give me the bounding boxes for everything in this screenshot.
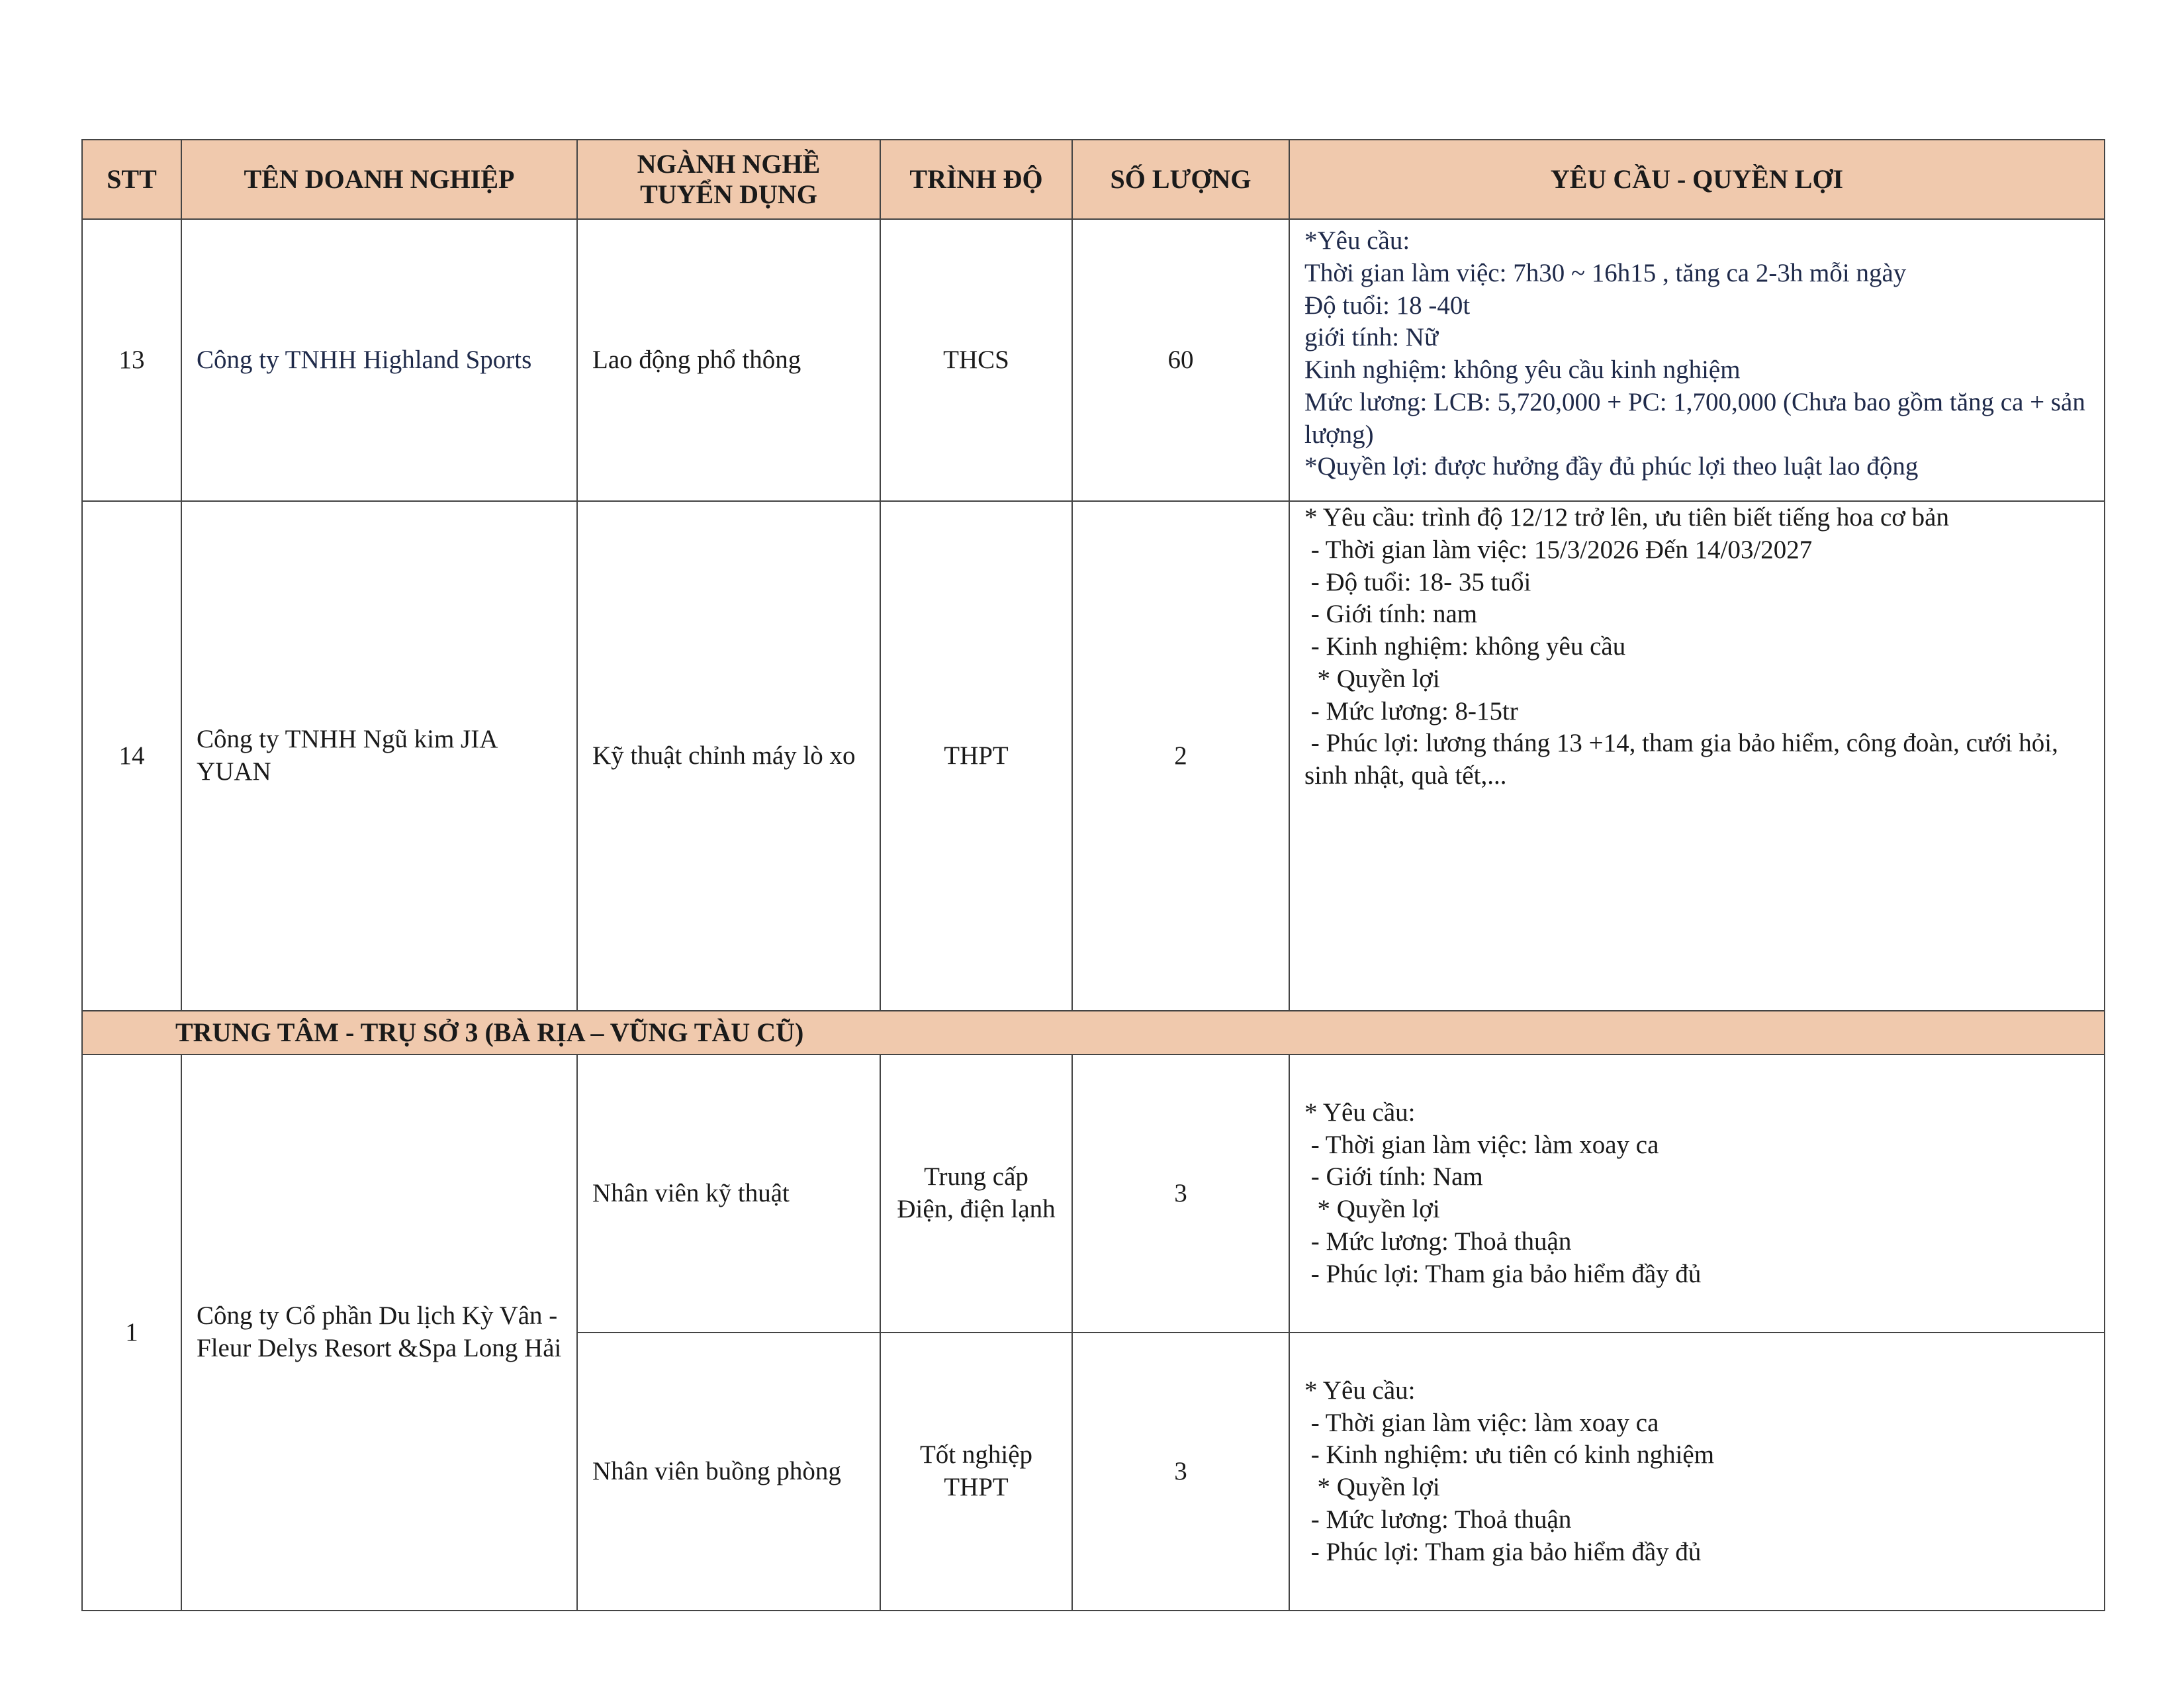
cell-company: Công ty TNHH Ngũ kim JIA YUAN	[181, 501, 577, 1011]
cell-company: Công ty Cổ phần Du lịch Kỳ Vân - Fleur Delys Resort &Spa Long Hải	[181, 1055, 577, 1611]
cell-requirements	[1289, 501, 2105, 1011]
requirement-line: giới tính: Nữ	[1304, 323, 1439, 352]
header-stt: STT	[82, 140, 181, 219]
requirement-line: Mức lương: LCB: 5,720,000 + PC: 1,700,000 (Chưa bao gồm tăng ca + sản lượng)	[1304, 387, 2092, 449]
requirement-line: - Kinh nghiệm: ưu tiên có kinh nghiệm	[1304, 1440, 1715, 1470]
cell-quantity: 60	[1072, 219, 1289, 501]
cell-industry: Nhân viên kỹ thuật	[577, 1055, 880, 1333]
requirement-line: * Yêu cầu:	[1304, 1376, 1416, 1405]
cell-quantity: 3	[1072, 1333, 1289, 1611]
cell-industry: Nhân viên buồng phòng	[577, 1333, 880, 1611]
cell-industry: Lao động phổ thông	[577, 219, 880, 501]
header-quantity: SỐ LƯỢNG	[1072, 140, 1289, 219]
requirement-line: - Thời gian làm việc: làm xoay ca	[1304, 1130, 1659, 1159]
recruitment-table	[81, 139, 2105, 1611]
header-row	[82, 140, 2105, 219]
requirement-line: *Quyền lợi: được hưởng đầy đủ phúc lợi theo luật lao động	[1304, 452, 1919, 481]
requirement-line: - Mức lương: Thoả thuận	[1304, 1227, 1572, 1256]
table-row	[82, 501, 2105, 1011]
requirement-line: - Kinh nghiệm: không yêu cầu	[1304, 632, 1626, 661]
requirement-line: - Giới tính: Nam	[1304, 1162, 1483, 1192]
header-requirements: YÊU CẦU - QUYỀN LỢI	[1289, 140, 2105, 219]
requirement-line: - Phúc lợi: lương tháng 13 +14, tham gia bảo hiểm, công đoàn, cưới hỏi, sinh nhật, quà tết,...	[1304, 729, 2065, 790]
cell-stt: 1	[82, 1055, 181, 1611]
cell-stt: 13	[82, 219, 181, 501]
table-row	[82, 1055, 2105, 1333]
section-row	[82, 1011, 2105, 1055]
requirement-line: * Yêu cầu:	[1304, 1098, 1416, 1127]
requirement-line: - Phúc lợi: Tham gia bảo hiểm đầy đủ	[1304, 1259, 1702, 1288]
cell-education: THPT	[880, 501, 1072, 1011]
requirement-line: * Quyền lợi	[1304, 1195, 1440, 1223]
cell-quantity: 3	[1072, 1055, 1289, 1333]
requirement-line: - Thời gian làm việc: 15/3/2026 Đến 14/03/2027	[1304, 535, 1813, 564]
cell-education: Trung cấp Điện, điện lạnh	[880, 1055, 1072, 1333]
header-industry: NGÀNH NGHỀ TUYỂN DỤNG	[577, 140, 880, 219]
requirement-line: Kinh nghiệm: không yêu cầu kinh nghiệm	[1304, 355, 1741, 384]
cell-company: Công ty TNHH Highland Sports	[181, 219, 577, 501]
requirement-line: - Phúc lợi: Tham gia bảo hiểm đầy đủ	[1304, 1537, 1702, 1566]
cell-industry: Kỹ thuật chỉnh máy lò xo	[577, 501, 880, 1011]
header-company: TÊN DOANH NGHIỆP	[181, 140, 577, 219]
requirement-line: - Độ tuổi: 18- 35 tuổi	[1304, 567, 1531, 596]
requirement-line: - Thời gian làm việc: làm xoay ca	[1304, 1408, 1659, 1437]
cell-education: THCS	[880, 219, 1072, 501]
requirement-line: - Mức lương: Thoả thuận	[1304, 1505, 1572, 1534]
requirement-line: * Yêu cầu: trình độ 12/12 trở lên, ưu tiên biết tiếng hoa cơ bản	[1304, 503, 1949, 532]
table-row	[82, 219, 2105, 501]
cell-quantity: 2	[1072, 501, 1289, 1011]
cell-requirements	[1289, 1055, 2105, 1333]
requirement-line: *Yêu cầu:	[1304, 226, 1410, 255]
requirement-line: * Quyền lợi	[1304, 1473, 1440, 1501]
cell-stt: 14	[82, 501, 181, 1011]
cell-requirements	[1289, 1333, 2105, 1611]
header-education: TRÌNH ĐỘ	[880, 140, 1072, 219]
requirement-line: - Mức lương: 8-15tr	[1304, 696, 1518, 726]
requirement-line: Độ tuổi: 18 -40t	[1304, 291, 1471, 320]
requirement-line: * Quyền lợi	[1304, 664, 1440, 693]
cell-education: Tốt nghiệp THPT	[880, 1333, 1072, 1611]
section-title: TRUNG TÂM - TRỤ SỞ 3 (BÀ RỊA – VŨNG TÀU CŨ)	[82, 1011, 2105, 1055]
requirement-line: - Giới tính: nam	[1304, 600, 1478, 629]
cell-requirements	[1289, 219, 2105, 501]
requirement-line: Thời gian làm việc: 7h30 ~ 16h15 , tăng ca 2-3h mỗi ngày	[1304, 258, 1907, 287]
